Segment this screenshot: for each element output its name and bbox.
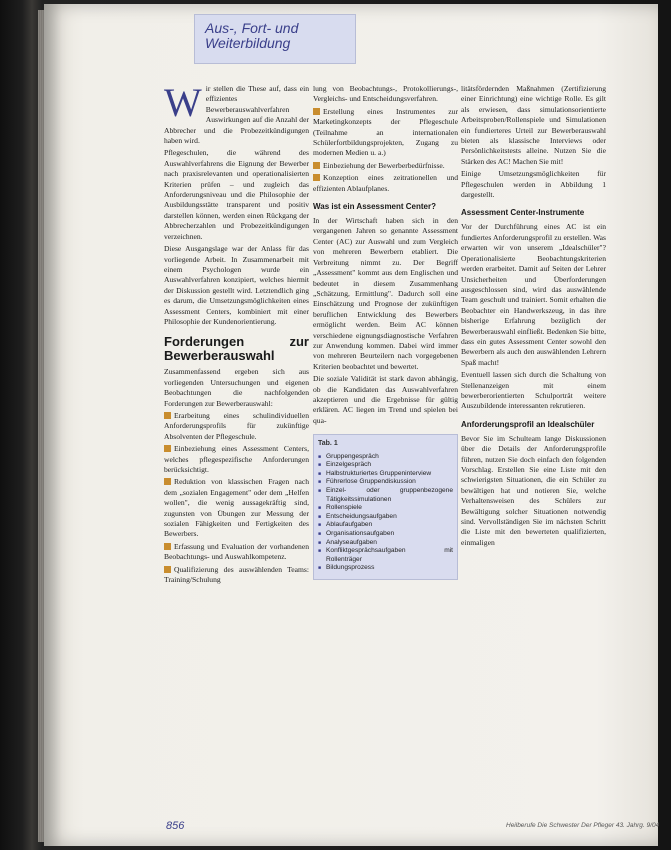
section-heading: Forderungen zur Bewerberauswahl xyxy=(164,334,309,364)
list-item: ■ Gruppengespräch xyxy=(326,453,453,462)
list-item: Erstellung eines Instrumentes zur Marketingkonzepts der Pflegeschule (Teilnahme an internationalen Schülerfortbildungsprojekten, Zugang zu modernen Medien u. a.) xyxy=(313,106,458,158)
paragraph: Pflegeschulen, die während des Auswahlverfahrens die Eignung der Bewerber nach praxisrelevanten und operationalisierten Kriterien prüfen – und zugleich das Anforderungsniveau und die Philosophie der Ausbildungsstätte transparent und positiv darstellen können, werden einen Rückgang der Abbrecherzahlen und Probezeitkündigungen verzeichnen. xyxy=(164,148,309,241)
list-item: ■ Bildungsprozess xyxy=(326,564,453,573)
list-item: ■ Einzel- oder gruppenbezogene Tätigkeitssimulationen xyxy=(326,487,453,504)
methods-list xyxy=(318,453,453,573)
list-item: Reduktion von klassischen Fragen nach dem „sozialen Engagement" oder dem „Helfen wollen", die wenig aussagekräftig sind, zugunsten von Übungen zur Messung der sozialen Fähigkeiten und Fertigkeiten des Bewerbers. xyxy=(164,477,309,539)
square-bullet-icon xyxy=(313,162,320,169)
list-item: Einbeziehung der Bewerberbedürfnisse. xyxy=(313,161,458,171)
rubric-box xyxy=(194,14,356,64)
paragraph: Eventuell lassen sich durch die Schaltung von Stellenanzeigen mit einem bewerberorientierten Schulporträt weitere Auszubildende interessanten rekrutieren. xyxy=(461,370,606,411)
text-column-3 xyxy=(461,84,606,550)
list-item: ■ Entscheidungsaufgaben xyxy=(326,513,453,522)
page-number: 856 xyxy=(166,820,185,832)
text-column-1 xyxy=(164,80,309,587)
section-heading: Was ist ein Assessment Center? xyxy=(313,202,437,212)
list-item: Erarbeitung eines schulindividuellen Anforderungsprofils für zukünftige Absolventen der Pflegeschule. xyxy=(164,410,309,441)
square-bullet-icon xyxy=(164,478,171,485)
list-item: ■ Analyseaufgaben xyxy=(326,539,453,548)
square-bullet-icon xyxy=(164,543,171,550)
paragraph: Zusammenfassend ergeben sich aus vorliegenden Untersuchungen und eigenen Beobachtungen die nachfolgenden Forderungen zur Bewerberauswahl: xyxy=(164,367,309,408)
square-bullet-icon xyxy=(164,566,171,573)
text-column-2 xyxy=(313,84,458,580)
list-item: Einbeziehung eines Assessment Centers, welches pflegespezifische Anforderungen berücksichtigt. xyxy=(164,444,309,474)
paragraph: Bevor Sie im Schulteam lange Diskussionen über die Details der Anforderungsprofile führen, nutzen Sie doch einfach den folgenden Vorschlag. Erstellen Sie eine Liste mit den schwierigsten Situationen, die ein Schüler zu bewältigen hat und notieren Sie, welche Verhaltensweisen des Schülers zur Bewältigung solcher Situationen notwendig sind. Vervollständigen Sie im nächsten Schritt die Liste mit den bewerteten qualifizierten, einmaligen xyxy=(461,433,606,547)
paragraph: Einige Umsetzungsmöglichkeiten für Pflegeschulen werden in Abbildung 1 dargestellt. xyxy=(461,169,606,200)
paragraph: In der Wirtschaft haben sich in den vergangenen Jahren so genannte Assessment Center (AC) zur Auswahl und zum Vergleich von mehreren Bewerbern etabliert. Die Verbreitung nimmt zu. Der Begriff „Assessment" kommt aus dem Englischen und bedeutet in diesem Zusammenhang „Schätzung, Ermittlung". Dadurch soll eine Einschätzung und Prognose der zukünftigen beruflichen Entwicklung des Bewerbers ermöglicht werden. Beim AC können verschiedene eignungsdiagnostische Verfahren zur Anwendung kommen. Dabei wird immer von mehreren Beurteilern nach vorgegebenen Kriterien beobachtet und bewertet. xyxy=(313,216,458,371)
list-item: ■ Ablaufaufgaben xyxy=(326,521,453,530)
list-item: ■ Konfliktgesprächsaufgaben mit Rollenträger xyxy=(326,547,453,564)
list-item: Konzeption eines zeitrationellen und effizienten Ablaufplanes. xyxy=(313,173,458,193)
square-bullet-icon xyxy=(164,445,171,452)
square-bullet-icon xyxy=(313,174,320,181)
intro-paragraph: Wir stellen die These auf, dass ein effizientes Bewerberauswahlverfahren Auswirkungen auf die Anzahl der Abbrecher und die Probezeitkündigungen haben wird. xyxy=(164,80,309,146)
paragraph: Die soziale Validität ist stark davon abhängig, ob die Kandidaten das Auswahlverfahren akzeptieren und die Ergebnisse für gültig erklären. AC liegen im Trend und spielen bei qua- xyxy=(313,374,458,425)
square-bullet-icon xyxy=(313,108,320,115)
list-item: ■ Organisationsaufgaben xyxy=(326,530,453,539)
list-item: ■ Einzelgespräch xyxy=(326,461,453,470)
paragraph: Vor der Durchführung eines AC ist ein fundiertes Anforderungsprofil zu erstellen. Was erwarten wir von unserem „Idealschüler"? Operationalisierte Beobachtungskriterien werden erarbeitet. Damit auf Seiten der Lehrer Unsicherheiten und Überforderungen ausgeschlossen sind, wird das auswählende Team geschult und trainiert. Somit erhalten die Beobachter ein Handwerkszeug, in das ihre bisherige Erfahrung bezüglich der Bewerberauswahl einfließt. Bedenken Sie bitte, dass ein gutes Assessment Center sowohl den Bewerbern als auch den auswählenden Lehrern Spaß macht! xyxy=(461,222,606,367)
journal-footer: Heilberufe Die Schwester Der Pfleger 43. Jahrg. 9/04 xyxy=(506,822,660,829)
section-heading: Anforderungsprofil an Idealschüler xyxy=(461,419,595,429)
square-bullet-icon xyxy=(164,412,171,419)
rubric-title: Aus-, Fort- und Weiterbildung xyxy=(205,20,299,51)
list-item: Qualifizierung des auswählenden Teams: Training/Schulung xyxy=(164,564,309,585)
methods-box xyxy=(313,434,458,580)
section-heading: Assessment Center-Instrumente xyxy=(461,208,585,218)
paragraph: litätsfördernden Maßnahmen (Zertifizierung einer Einrichtung) eine wichtige Rolle. Es gilt als erwiesen, dass simulationsorientierte Arbeitsproben/Rollenspiele und Simulationen ein fundierteres Urteil zur Bewerberauswahl bieten als klassische Interviews oder Persönlichkeitstests alleine. Nutzen Sie die Stärken des AC! Machen Sie mit! xyxy=(461,84,606,166)
paragraph: Diese Ausgangslage war der Anlass für das vorliegende Arbeit. In Zusammenarbeit mit einem Psychologen wurde ein Auswahlverfahren konzipiert, welches hiermit der Diskussion gestellt wird. Letztendlich ging es darum, die Umsetzungsmöglichkeiten eines Assessment Centers, kombiniert mit einer Philosophie der Kundenorientierung. xyxy=(164,244,309,326)
paragraph: lung von Beobachtungs-, Protokollierungs-, Vergleichs- und Entscheidungsverfahren. xyxy=(313,84,458,104)
list-item: ■ Halbstrukturiertes Gruppeninterview xyxy=(326,470,453,479)
list-item: ■ Rollenspiele xyxy=(326,504,453,513)
list-item: Erfassung und Evaluation der vorhandenen Beobachtungs- und Auswahlkompetenz. xyxy=(164,541,309,562)
dropcap: W xyxy=(164,80,202,125)
list-item: ■ Führerlose Gruppendiskussion xyxy=(326,478,453,487)
box-title: Tab. 1 xyxy=(318,440,338,448)
